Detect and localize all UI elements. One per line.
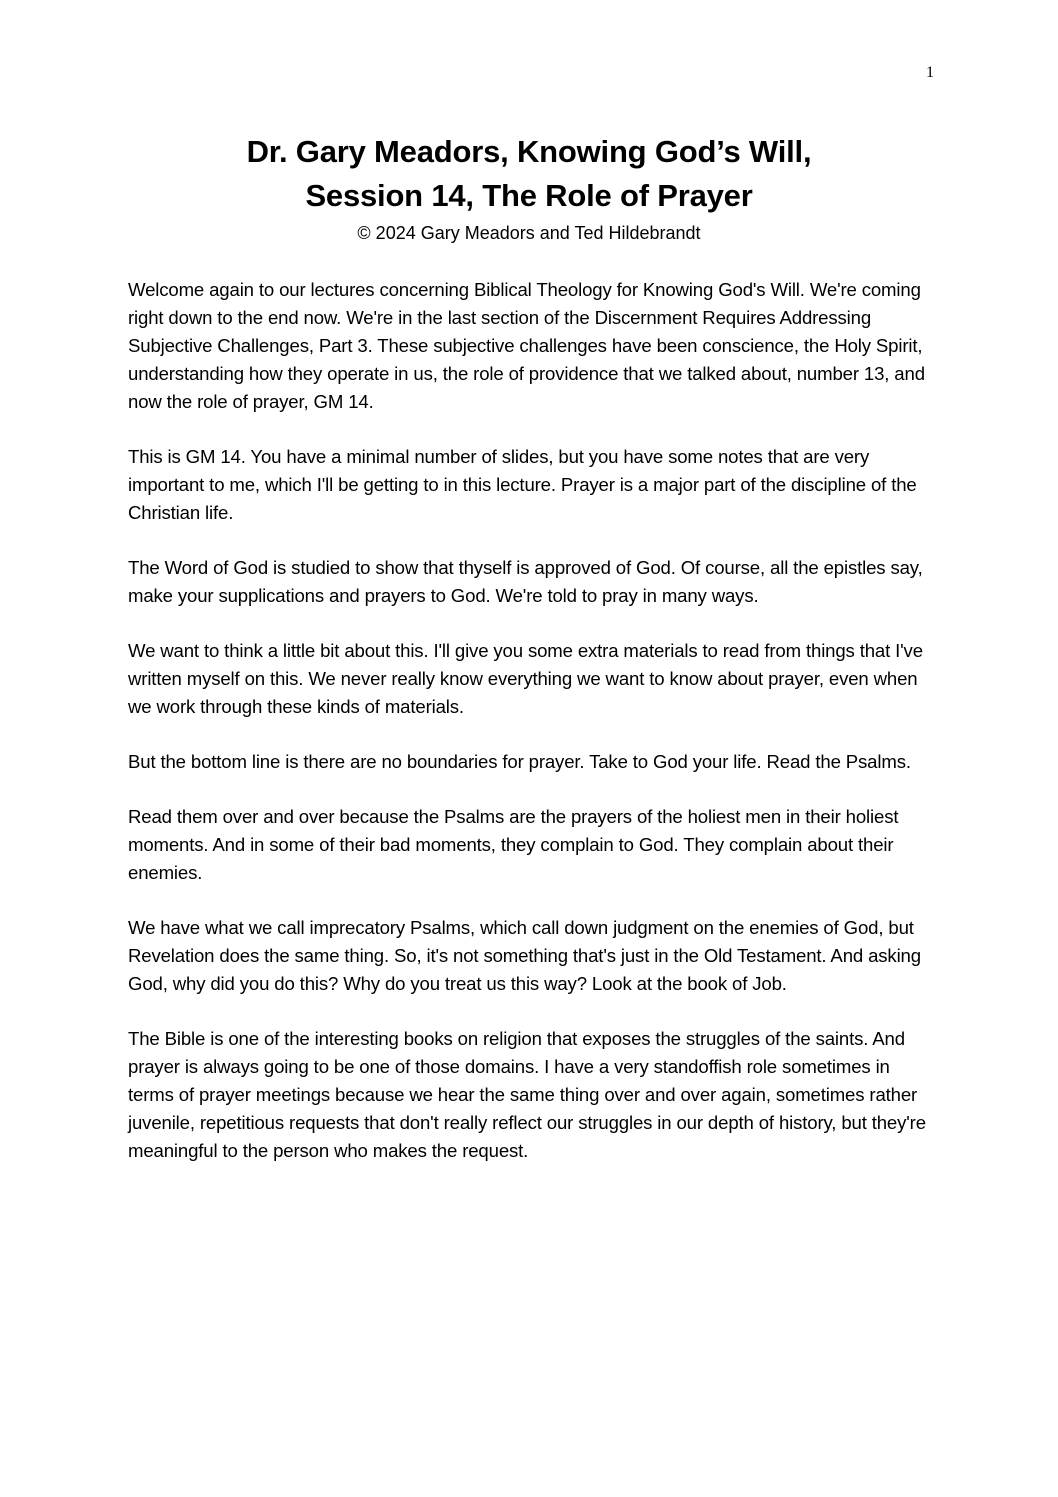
document-header [0, 130, 1058, 246]
document-title-line-2: Session 14, The Role of Prayer [305, 178, 753, 213]
paragraph: Welcome again to our lectures concerning Biblical Theology for Knowing God's Will. We're coming right down to the end now. We're in the last section of the Discernment Requires Addressing Subjective Challenges, Part 3. These subjective challenges have been conscience, the Holy Spirit, understanding how they operate in us, the role of providence that we talked about, number 13, and now the role of prayer, GM 14. [128, 279, 925, 412]
page-number: 1 [926, 64, 934, 81]
copyright-notice: © 2024 Gary Meadors and Ted Hildebrandt [357, 223, 701, 243]
paragraph: We have what we call imprecatory Psalms, which call down judgment on the enemies of God, but Revelation does the same thing. So, it's not something that's just in the Old Testament. And asking God, why did you do this? Why do you treat us this way? Look at the book of Job. [128, 917, 921, 994]
paragraph: The Word of God is studied to show that thyself is approved of God. Of course, all the epistles say, make your supplications and prayers to God. We're told to pray in many ways. [128, 557, 923, 606]
document-title-line-1: Dr. Gary Meadors, Knowing God’s Will, [246, 134, 812, 169]
transcript-body [128, 276, 934, 1192]
paragraph: The Bible is one of the interesting books on religion that exposes the struggles of the saints. And prayer is always going to be one of those domains. I have a very standoffish role sometimes in terms of prayer meetings because we hear the same thing over and over again, sometimes rather juvenile, repetitious requests that don't really reflect our struggles in our depth of history, but they're meaningful to the person who makes the request. [128, 1028, 926, 1161]
paragraph: But the bottom line is there are no boundaries for prayer. Take to God your life. Read the Psalms. [128, 751, 911, 772]
paragraph: Read them over and over because the Psalms are the prayers of the holiest men in their holiest moments. And in some of their bad moments, they complain to God. They complain about their enemies. [128, 806, 899, 883]
paragraph: This is GM 14. You have a minimal number of slides, but you have some notes that are very important to me, which I'll be getting to in this lecture. Prayer is a major part of the discipline of the Christian life. [128, 446, 917, 523]
paragraph: We want to think a little bit about this. I'll give you some extra materials to read from things that I've written myself on this. We never really know everything we want to know about prayer, even when we work through these kinds of materials. [128, 640, 923, 717]
